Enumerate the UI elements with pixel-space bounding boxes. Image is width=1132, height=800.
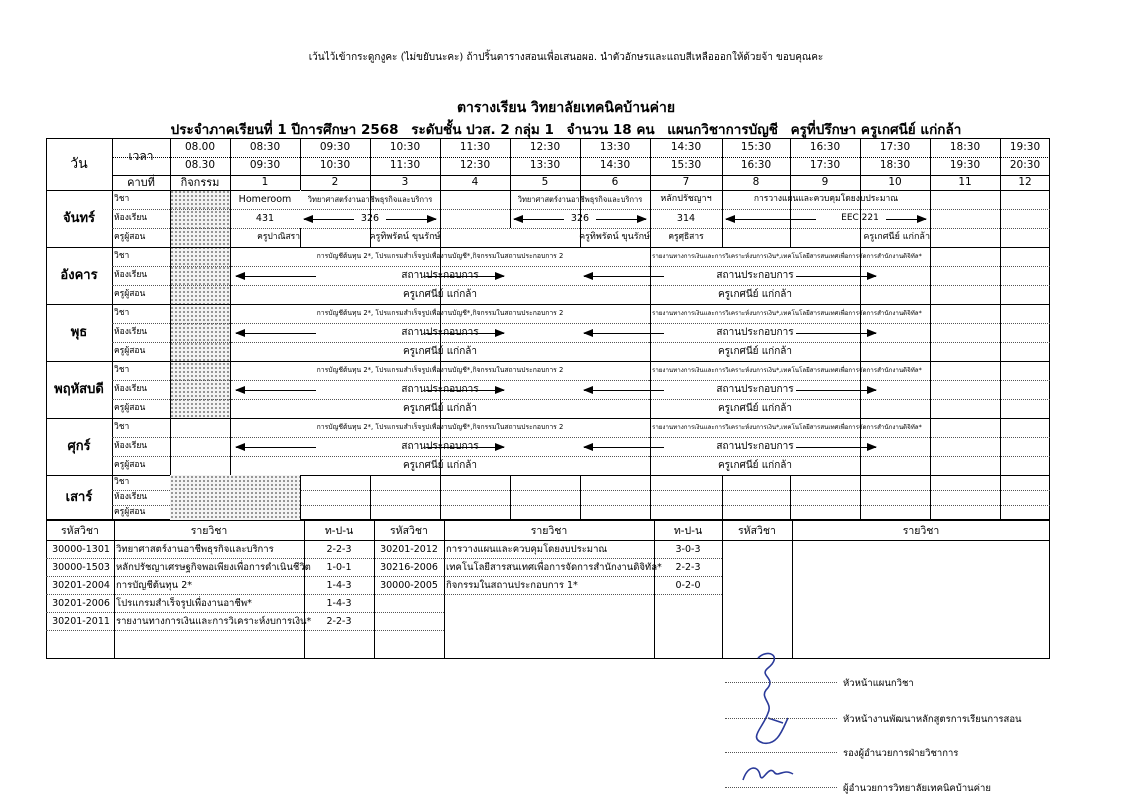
weekday-d4-arrow-am-left xyxy=(236,443,316,451)
advisor: ครูที่ปรึกษา ครูเกศนีย์ แก่กล้า xyxy=(790,122,962,138)
subject-name: การบัญชีต้นทุน 2* xyxy=(116,580,192,591)
arrow-head-right-icon xyxy=(867,443,877,451)
arrow-line xyxy=(426,276,504,277)
weekday-d1-subject-pm: รายงานทางการเงินและการวิเคราะห์งบการเงิน*,เทคโนโลยีสารสนเทศเพื่อการจัดการสำนักงานดิจิทัล* xyxy=(652,253,922,260)
weekday-d4-arrow-pm-right xyxy=(796,443,876,451)
row-label: ห้องเรียน xyxy=(114,384,148,394)
row-label: ห้องเรียน xyxy=(114,492,148,502)
subject-list-table xyxy=(46,520,1050,659)
day-saturday: เสาร์ xyxy=(65,490,93,505)
subject-code: 30201-2006 xyxy=(52,598,110,609)
arrow-line xyxy=(584,447,664,448)
time-end: 18:30 xyxy=(879,159,911,171)
arrow-line xyxy=(796,276,876,277)
mon-room-431: 431 xyxy=(255,213,275,224)
time-start: 08.00 xyxy=(184,141,216,153)
subject-tpn: 1-4-3 xyxy=(326,598,352,609)
weekday-d1-room-pm: สถานประกอบการ xyxy=(716,270,794,281)
activity-header: กิจกรรม xyxy=(180,176,220,189)
row-label: ห้องเรียน xyxy=(114,327,148,337)
weekday-d2-arrow-pm-left xyxy=(584,329,664,337)
time-start: 16:30 xyxy=(809,141,841,153)
mon-arrow-am-right xyxy=(386,215,436,223)
department: แผนกวิชาการบัญชี xyxy=(667,122,778,138)
arrow-head-right-icon xyxy=(867,386,877,394)
period-number: 5 xyxy=(541,176,549,188)
arrow-line xyxy=(796,447,876,448)
weekday-d2-teacher-pm: ครูเกศนีย์ แก่กล้า xyxy=(717,346,793,357)
row-label: วิชา xyxy=(114,365,130,375)
arrow-head-right-icon xyxy=(867,329,877,337)
sat-hatch xyxy=(230,475,300,520)
arrow-head-left-icon xyxy=(235,443,245,451)
document-subtitle xyxy=(0,118,1132,140)
mon-room-p7: 314 xyxy=(676,213,696,224)
signature-role-3: รองผู้อำนวยการฝ่ายวิชาการ xyxy=(843,748,959,759)
period-number: 8 xyxy=(752,176,760,188)
time-start: 17:30 xyxy=(879,141,911,153)
weekday-d1-teacher-pm: ครูเกศนีย์ แก่กล้า xyxy=(717,289,793,300)
weekday-d3-subject-am: การบัญชีต้นทุน 2*, โปรแกรมสำเร็จรูปเพื่องานบัญชี*,กิจกรรมในสถานประกอบการ 2 xyxy=(316,366,564,374)
subject-tpn: 1-0-1 xyxy=(326,562,352,573)
weekday-d4-teacher-am: ครูเกศนีย์ แก่กล้า xyxy=(402,460,478,471)
row-label: ห้องเรียน xyxy=(114,441,148,451)
weekday-d3-arrow-am-right xyxy=(426,386,504,394)
subject-name: การวางแผนและควบคุมโดยงบประมาณ xyxy=(446,544,608,555)
arrow-line xyxy=(426,333,504,334)
mon-teacher-pm: ครูทิพรัตน์ ขุนรักษ์ xyxy=(579,232,650,242)
day-monday: จันทร์ xyxy=(62,211,96,226)
row-label: ครูผู้สอน xyxy=(114,346,146,356)
mon-subject-eve: การวางแผนและควบคุมโดยงบประมาณ xyxy=(753,194,899,204)
weekday-d2-teacher-am: ครูเกศนีย์ แก่กล้า xyxy=(402,346,478,357)
subject-header-tpn: ท-ป-น xyxy=(324,525,354,537)
signature-line-1 xyxy=(725,682,837,683)
arrow-head-right-icon xyxy=(495,272,505,280)
time-start: 19:30 xyxy=(1009,141,1041,153)
arrow-head-left-icon xyxy=(583,386,593,394)
time-end: 09:30 xyxy=(249,159,281,171)
weekday-d4-subject-pm: รายงานทางการเงินและการวิเคราะห์งบการเงิน*,เทคโนโลยีสารสนเทศเพื่อการจัดการสำนักงานดิจิทัล* xyxy=(652,424,922,431)
mon-arrow-am-left xyxy=(304,215,354,223)
weekday-d4-room-pm: สถานประกอบการ xyxy=(716,441,794,452)
arrow-head-left-icon xyxy=(235,272,245,280)
weekday-d4-teacher-pm: ครูเกศนีย์ แก่กล้า xyxy=(717,460,793,471)
document-title: ตารางเรียน วิทยาลัยเทคนิคบ้านค่าย xyxy=(456,100,676,116)
signature-role-1: หัวหน้าแผนกวิชา xyxy=(843,678,914,689)
arrow-line xyxy=(426,390,504,391)
weekday-d1-room-am: สถานประกอบการ xyxy=(401,270,479,281)
time-start: 14:30 xyxy=(670,141,702,153)
mon-teacher-p1: ครูปาณิสรา xyxy=(257,232,300,242)
period-number: 3 xyxy=(401,176,409,188)
mon-room-am: 326 xyxy=(360,213,380,224)
time-start: 15:30 xyxy=(740,141,772,153)
time-end: 10:30 xyxy=(319,159,351,171)
subject-tpn: 3-0-3 xyxy=(675,544,701,555)
time-end: 12:30 xyxy=(459,159,491,171)
semester-info: ประจำภาคเรียนที่ 1 ปีการศึกษา 2568 xyxy=(170,122,399,138)
subject-header-tpn: ท-ป-น xyxy=(673,525,703,537)
col-divider xyxy=(112,138,113,520)
weekday-d3-subject-pm: รายงานทางการเงินและการวิเคราะห์งบการเงิน*,เทคโนโลยีสารสนเทศเพื่อการจัดการสำนักงานดิจิทัล* xyxy=(652,367,922,374)
row-label: วิชา xyxy=(114,308,130,318)
subject-header-code: รหัสวิชา xyxy=(390,525,428,537)
arrow-head-right-icon xyxy=(917,215,927,223)
subject-code: 30201-2004 xyxy=(52,580,110,591)
row-label: ห้องเรียน xyxy=(114,213,148,223)
subject-row-line xyxy=(46,630,444,631)
arrow-line xyxy=(726,219,816,220)
sat-hatch-activity xyxy=(170,475,230,520)
arrow-head-left-icon xyxy=(303,215,313,223)
weekday-d2-room-pm: สถานประกอบการ xyxy=(716,327,794,338)
day-thursday: พฤหัสบดี xyxy=(54,382,104,397)
mon-room-eve: EEC 221 xyxy=(841,213,879,223)
signature-scribble-1 xyxy=(738,648,808,748)
row-label: วิชา xyxy=(114,422,130,432)
arrow-line xyxy=(584,390,664,391)
row-label: ครูผู้สอน xyxy=(114,403,146,413)
arrow-line xyxy=(236,276,316,277)
weekday-d2-arrow-am-right xyxy=(426,329,504,337)
row-label: ครูผู้สอน xyxy=(114,460,146,470)
row-label: วิชา xyxy=(114,477,130,487)
period-number: 7 xyxy=(682,176,690,188)
time-end: 08.30 xyxy=(184,159,216,171)
weekday-d1-teacher-am: ครูเกศนีย์ แก่กล้า xyxy=(402,289,478,300)
day-tuesday: อังคาร xyxy=(60,268,98,283)
weekday-d2-room-am: สถานประกอบการ xyxy=(401,327,479,338)
time-end: 16:30 xyxy=(740,159,772,171)
weekday-d1-arrow-am-left xyxy=(236,272,316,280)
row-label: ครูผู้สอน xyxy=(114,507,146,517)
weekday-d1-arrow-pm-left xyxy=(584,272,664,280)
weekday-d2-arrow-am-left xyxy=(236,329,316,337)
weekday-d4-arrow-pm-left xyxy=(584,443,664,451)
arrow-line xyxy=(584,333,664,334)
time-start: 09:30 xyxy=(319,141,351,153)
subject-tpn: 1-4-3 xyxy=(326,580,352,591)
weekday-d1-arrow-am-right xyxy=(426,272,504,280)
weekday-d3-teacher-pm: ครูเกศนีย์ แก่กล้า xyxy=(717,403,793,414)
mon-arrow-pm-left xyxy=(514,215,564,223)
signature-line-4 xyxy=(725,787,837,788)
time-end: 19:30 xyxy=(949,159,981,171)
arrow-head-right-icon xyxy=(867,272,877,280)
mon-teacher-am: ครูทิพรัตน์ ขุนรักษ์ xyxy=(369,232,441,242)
mon-homeroom: Homeroom xyxy=(238,194,292,205)
period-number: 9 xyxy=(821,176,829,188)
arrow-head-left-icon xyxy=(583,443,593,451)
col-divider xyxy=(930,138,931,520)
period-number: 11 xyxy=(958,176,972,188)
row-label: ห้องเรียน xyxy=(114,270,148,280)
top-note: เว้นไว้เข้ากระดูกงูคะ (ไม่ขยับนะคะ) ถ้าปริ้นตารางสอนเพื่อเสนอผอ. นำตัวอักษรและแถบสีเหลือออกให้ด้วยจ้า ขอบคุณคะ xyxy=(308,52,824,63)
period-header: คาบที่ xyxy=(127,176,155,189)
subject-header-code: รหัสวิชา xyxy=(738,525,776,537)
arrow-head-right-icon xyxy=(427,215,437,223)
day-wednesday: พุธ xyxy=(70,325,88,340)
weekday-d1-arrow-pm-right xyxy=(796,272,876,280)
arrow-line xyxy=(796,390,876,391)
day-header: วัน xyxy=(70,156,88,172)
arrow-line xyxy=(426,447,504,448)
arrow-head-right-icon xyxy=(495,329,505,337)
mon-arrow-eve-left xyxy=(726,215,816,223)
subject-code: 30216-2006 xyxy=(380,562,438,573)
signature-role-4: ผู้อำนวยการวิทยาลัยเทคนิคบ้านค่าย xyxy=(843,783,991,794)
signature-role-2: หัวหน้างานพัฒนาหลักสูตรการเรียนการสอน xyxy=(843,714,1022,725)
subject-name: วิทยาศาสตร์งานอาชีพธุรกิจและบริการ xyxy=(116,544,274,555)
weekday-d1-subject-am: การบัญชีต้นทุน 2*, โปรแกรมสำเร็จรูปเพื่องานบัญชี*,กิจกรรมในสถานประกอบการ 2 xyxy=(316,252,564,260)
arrow-head-left-icon xyxy=(235,386,245,394)
subject-name: หลักปรัชญาเศรษฐกิจพอเพียงเพื่อการดำเนินชีวิต xyxy=(116,562,311,573)
mon-teacher-p7: ครูศุธิสาร xyxy=(668,232,704,242)
subject-code: 30201-2011 xyxy=(52,616,110,627)
subject-header-name: รายวิชา xyxy=(190,525,228,537)
weekday-d4-subject-am: การบัญชีต้นทุน 2*, โปรแกรมสำเร็จรูปเพื่องานบัญชี*,กิจกรรมในสถานประกอบการ 2 xyxy=(316,423,564,431)
time-header: เวลา xyxy=(128,149,154,163)
weekday-d2-arrow-pm-right xyxy=(796,329,876,337)
mon-subject-p7: หลักปรัชญาฯ xyxy=(660,194,712,204)
time-end: 15:30 xyxy=(670,159,702,171)
weekday-d4-arrow-am-right xyxy=(426,443,504,451)
period-number: 1 xyxy=(261,176,269,188)
row-label: วิชา xyxy=(114,194,130,204)
subject-name: โปรแกรมสำเร็จรูปเพื่องานอาชีพ* xyxy=(116,598,252,609)
mon-subject-am: วิทยาศาสตร์งานอาชีพธุรกิจและบริการ xyxy=(307,195,433,204)
signature-line-3 xyxy=(725,752,837,753)
subject-tpn: 2-2-3 xyxy=(326,616,352,627)
mon-room-pm: 326 xyxy=(570,213,590,224)
period-number: 10 xyxy=(888,176,902,188)
arrow-head-right-icon xyxy=(495,386,505,394)
level-info: ระดับชั้น ปวส. 2 กลุ่ม 1 xyxy=(411,122,554,138)
col-divider xyxy=(1000,138,1001,520)
subject-header-name: รายวิชา xyxy=(902,525,940,537)
time-start: 18:30 xyxy=(949,141,981,153)
arrow-head-right-icon xyxy=(495,443,505,451)
subject-header-code: รหัสวิชา xyxy=(61,525,99,537)
subject-name: รายงานทางการเงินและการวิเคราะห์งบการเงิน* xyxy=(116,616,312,627)
subject-tpn: 2-2-3 xyxy=(326,544,352,555)
period-number: 4 xyxy=(471,176,479,188)
subject-tpn: 0-2-0 xyxy=(675,580,701,591)
weekday-d2-subject-pm: รายงานทางการเงินและการวิเคราะห์งบการเงิน*,เทคโนโลยีสารสนเทศเพื่อการจัดการสำนักงานดิจิทัล* xyxy=(652,310,922,317)
signature-line-2 xyxy=(725,718,837,719)
signature-scribble-2 xyxy=(738,760,798,790)
arrow-head-left-icon xyxy=(725,215,735,223)
subject-header-name: รายวิชา xyxy=(530,525,568,537)
weekday-d4-room-am: สถานประกอบการ xyxy=(401,441,479,452)
weekday-d3-arrow-am-left xyxy=(236,386,316,394)
mon-teacher-eve: ครูเกศนีย์ แก่กล้า xyxy=(863,232,930,242)
weekday-d3-room-am: สถานประกอบการ xyxy=(401,384,479,395)
time-start: 08:30 xyxy=(249,141,281,153)
time-start: 13:30 xyxy=(599,141,631,153)
arrow-line xyxy=(236,333,316,334)
arrow-line xyxy=(236,390,316,391)
time-start: 11:30 xyxy=(459,141,491,153)
subject-tpn: 2-2-3 xyxy=(675,562,701,573)
time-end: 13:30 xyxy=(529,159,561,171)
mon-subject-pm: วิทยาศาสตร์งานอาชีพธุรกิจและบริการ xyxy=(517,195,643,204)
row-label: ครูผู้สอน xyxy=(114,289,146,299)
subject-name: เทคโนโลยีสารสนเทศเพื่อการจัดการสำนักงานดิจิทัล* xyxy=(446,562,662,573)
day-friday: ศุกร์ xyxy=(67,439,91,454)
mon-arrow-eve-right xyxy=(886,215,926,223)
time-end: 17:30 xyxy=(809,159,841,171)
arrow-line xyxy=(796,333,876,334)
weekday-d2-subject-am: การบัญชีต้นทุน 2*, โปรแกรมสำเร็จรูปเพื่องานบัญชี*,กิจกรรมในสถานประกอบการ 2 xyxy=(316,309,564,317)
time-start: 10:30 xyxy=(389,141,421,153)
weekday-d3-teacher-am: ครูเกศนีย์ แก่กล้า xyxy=(402,403,478,414)
row-label: วิชา xyxy=(114,251,130,261)
time-end: 14:30 xyxy=(599,159,631,171)
subject-code: 30000-1503 xyxy=(52,562,110,573)
subject-name: กิจกรรมในสถานประกอบการ 1* xyxy=(446,580,578,591)
weekday-d3-arrow-pm-left xyxy=(584,386,664,394)
arrow-head-left-icon xyxy=(583,329,593,337)
subject-code: 30000-1301 xyxy=(52,544,110,555)
arrow-head-left-icon xyxy=(513,215,523,223)
subject-code: 30201-2012 xyxy=(380,544,438,555)
time-end: 11:30 xyxy=(389,159,421,171)
row-label: ครูผู้สอน xyxy=(114,232,146,242)
arrow-head-right-icon xyxy=(637,215,647,223)
arrow-head-left-icon xyxy=(235,329,245,337)
arrow-line xyxy=(236,447,316,448)
time-end: 20:30 xyxy=(1009,159,1041,171)
weekday-d3-arrow-pm-right xyxy=(796,386,876,394)
time-start: 12:30 xyxy=(529,141,561,153)
period-number: 2 xyxy=(331,176,339,188)
period-number: 12 xyxy=(1018,176,1032,188)
weekday-d3-room-pm: สถานประกอบการ xyxy=(716,384,794,395)
period-number: 6 xyxy=(611,176,619,188)
mon-arrow-pm-right xyxy=(596,215,646,223)
arrow-line xyxy=(584,276,664,277)
arrow-head-left-icon xyxy=(583,272,593,280)
subject-code: 30000-2005 xyxy=(380,580,438,591)
col-divider xyxy=(170,138,171,520)
subject-row-line xyxy=(444,594,722,595)
student-count: จำนวน 18 คน xyxy=(566,122,655,138)
schedule-table xyxy=(46,138,1050,520)
